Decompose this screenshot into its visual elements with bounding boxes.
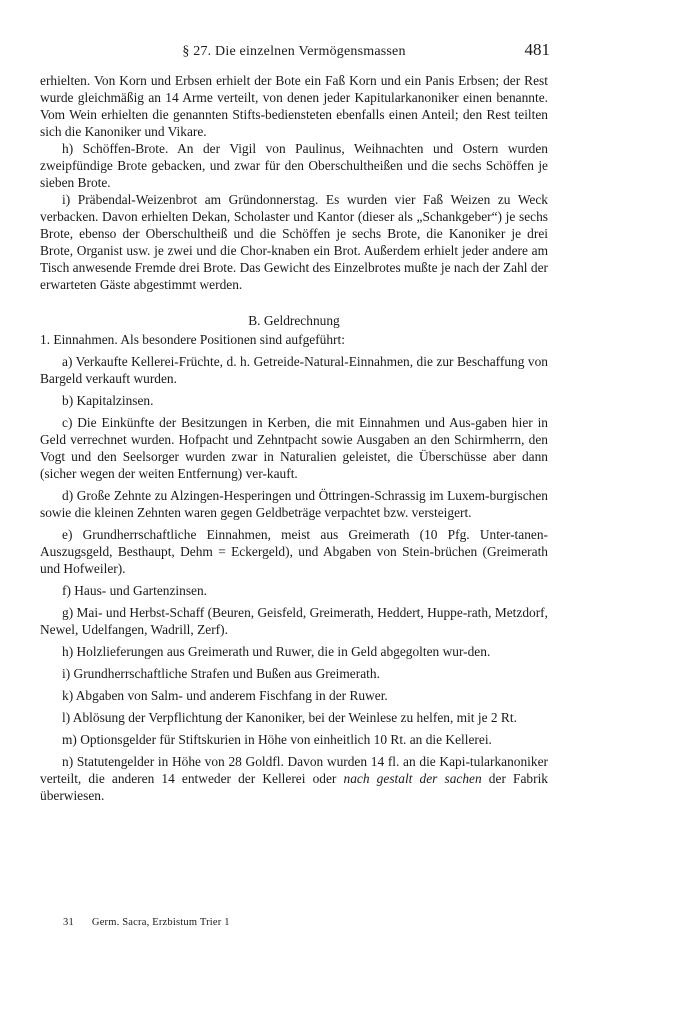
list-item-f: f) Haus- und Gartenzinsen. — [62, 583, 208, 598]
list-item-h: h) Holzlieferungen aus Greimerath und Ruwer, die in Geld abgegolten wur-den. — [62, 644, 491, 659]
section-intro: 1. Einnahmen. Als besondere Positionen sind aufgeführt: — [40, 332, 345, 347]
list-item-b: b) Kapitalzinsen. — [62, 393, 154, 408]
paragraph-continuation: erhielten. Von Korn und Erbsen erhielt der Bote ein Faß Korn und ein Panis Erbsen; der Rest wurde gleichmäßig an 14 Arme verteilt, von denen jeder Kapitularkanoniker einen benannte. Vom Wein erhielten die genannten Stifts-bediensteten ebenfalls einen Anteil; den Rest teilten sich die Kanoniker und Vikare. — [40, 73, 548, 139]
list-item-k: k) Abgaben von Salm- und anderem Fischfang in der Ruwer. — [62, 688, 388, 703]
list-item-i: i) Grundherrschaftliche Strafen und Bußen aus Greimerath. — [62, 666, 380, 681]
footnote-text: Germ. Sacra, Erzbistum Trier 1 — [91, 917, 230, 928]
body-text — [40, 72, 548, 804]
list-item-c: c) Die Einkünfte der Besitzungen in Kerben, die mit Einnahmen und Aus-gaben hier in Geld verrechnet wurden. Hofpacht und Zehntpacht sowie Ausgaben an den Schirmherrn, den Vogt und den Seelsorger wurden zwar in Naturalien geleistet, die Überschüsse aber dann (sicher wegen der weiten Entfernung) ver-kauft. — [40, 415, 548, 481]
list-item-e: e) Grundherrschaftliche Einnahmen, meist aus Greimerath (10 Pfg. Unter-tanen-Auszugsgeld, Besthaupt, Dehm = Eckergeld), und Abgaben von Stein-brüchen (Greimerath und Hofweiler). — [40, 527, 548, 576]
document-page — [40, 40, 548, 804]
list-item-d: d) Große Zehnte zu Alzingen-Hesperingen und Öttringen-Schrassig im Luxem-burgischen sowie die kleinen Zehnten waren gegen Geldbeträge verpachtet bzw. versteigert. — [40, 488, 548, 520]
list-item-n-italic: nach gestalt der sachen — [343, 771, 482, 786]
list-item-n — [40, 753, 548, 804]
list-item-a: a) Verkaufte Kellerei-Früchte, d. h. Getreide-Natural-Einnahmen, die zur Beschaffung von Bargeld verkauft wurden. — [40, 354, 548, 386]
list-item-m: m) Optionsgelder für Stiftskurien in Höhe von einheitlich 10 Rt. an die Kellerei. — [62, 732, 492, 747]
page-number: 481 — [524, 40, 550, 59]
running-header — [40, 40, 548, 66]
footnote — [63, 917, 230, 928]
list-item-n-text: n) Statutengelder in Höhe von 28 Goldfl. Davon wurden 14 fl. an die Kapi-tularkanoniker verteilt, die anderen 14 entweder der Kellerei oder — [40, 754, 548, 786]
running-title: § 27. Die einzelnen Vermögensmassen — [182, 44, 406, 59]
paragraph-schoeffen-brote: h) Schöffen-Brote. An der Vigil von Paulinus, Weihnachten und Ostern wurden zweipfündige Brote gebacken, und zwar für den Oberschultheißen und die sechs Schöffen je sieben Brote. — [40, 141, 548, 190]
section-heading: B. Geldrechnung — [248, 313, 340, 328]
list-item-l: l) Ablösung der Verpflichtung der Kanoniker, bei der Weinlese zu helfen, mit je 2 Rt. — [62, 710, 517, 725]
paragraph-praebendal-weizenbrot: i) Präbendal-Weizenbrot am Gründonnerstag. Es wurden vier Faß Weizen zu Weck verbacken. Davon erhielten Dekan, Scholaster und Kantor (dieser als „Schankgeber“) je sechs Brote, ebenso der Oberschultheiß und die Schöffen je sechs Brote, die Kanoniker je drei Brote, Organist usw. je zwei und die Chor-knaben ein Brot. Außerdem erhielt jeder andere am Tisch anwesende Fremde drei Brote. Das Gewicht des Einzelbrotes mußte je nach der Zahl der erwarteten Gäste abgestimmt werden. — [40, 192, 548, 292]
list-item-n-tail: der Fabrik überwiesen. — [40, 771, 548, 803]
footnote-number: 31 — [63, 917, 74, 928]
list-item-g: g) Mai- und Herbst-Schaff (Beuren, Geisfeld, Greimerath, Heddert, Huppe-rath, Metzdorf, Newel, Udelfangen, Wadrill, Zerf). — [40, 605, 548, 637]
